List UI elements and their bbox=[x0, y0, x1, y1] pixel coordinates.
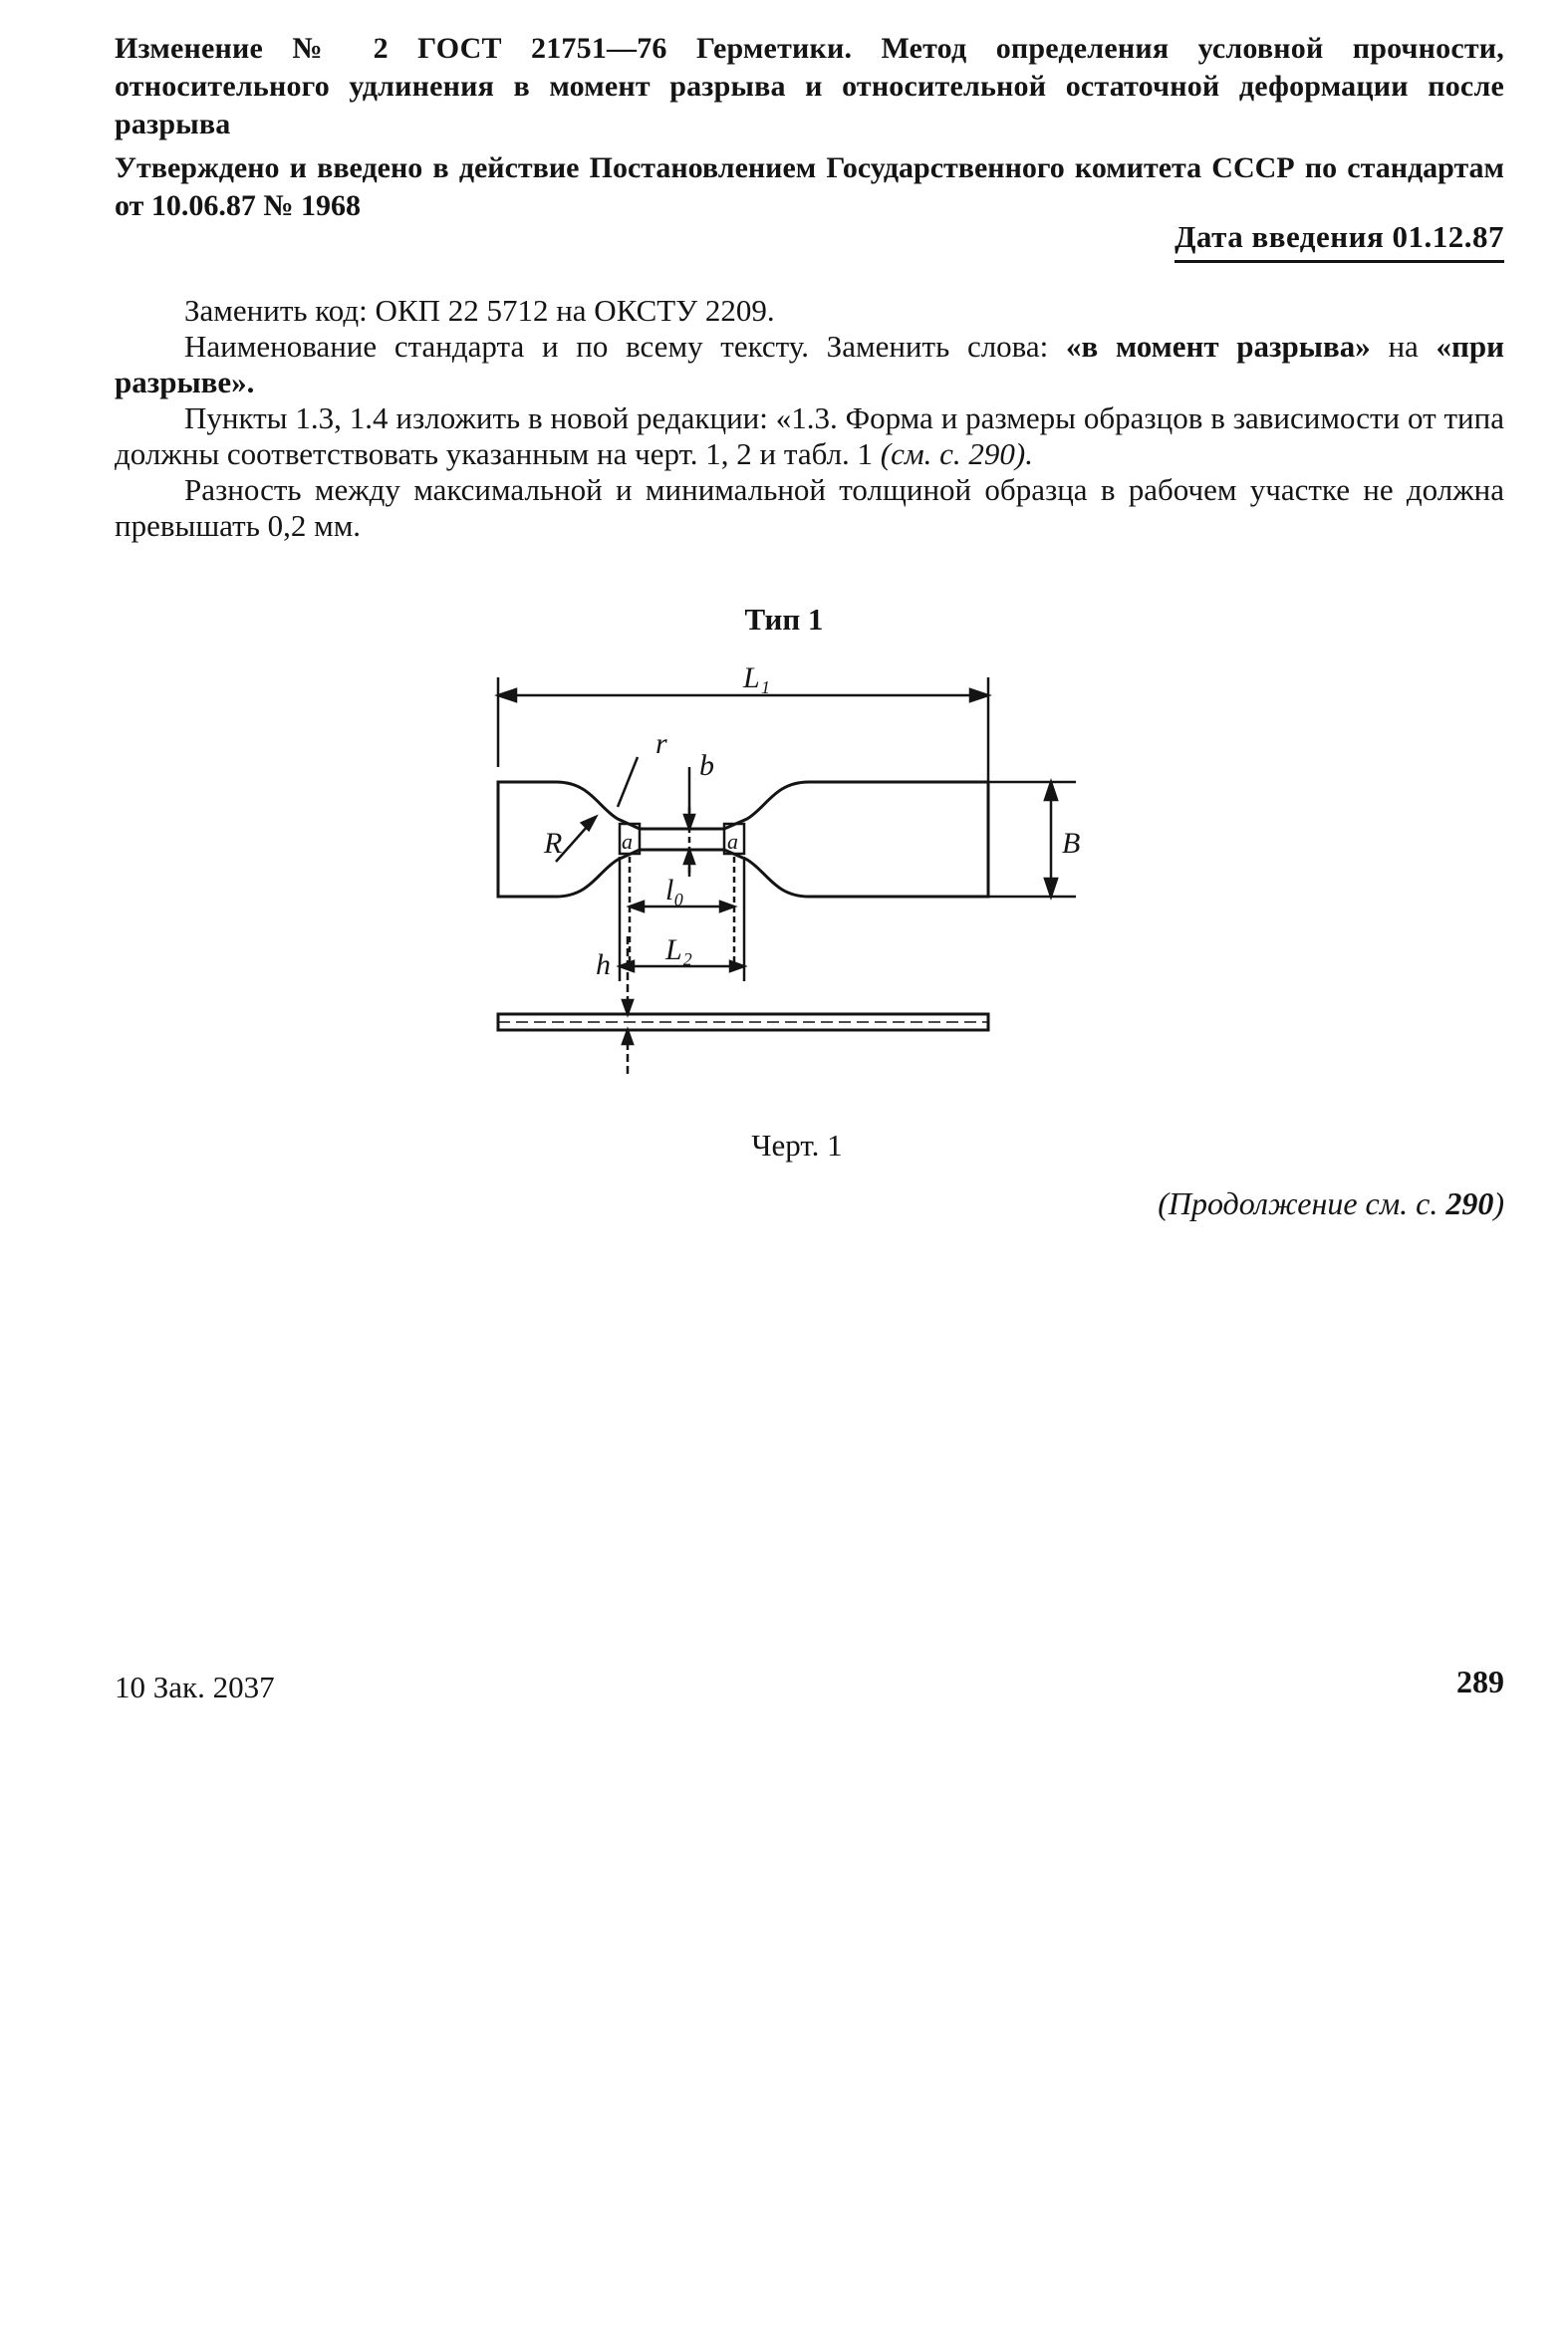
arrow-head bbox=[623, 1000, 633, 1014]
label-L1: L₁ bbox=[743, 661, 771, 694]
arrow-head bbox=[582, 817, 596, 830]
figure-caption: Черт. 1 bbox=[751, 1128, 843, 1163]
amendment-body bbox=[115, 293, 1504, 544]
label-B: B bbox=[1062, 827, 1081, 860]
label-h: h bbox=[596, 948, 611, 981]
arrow-head bbox=[720, 902, 734, 911]
label-l0: l₀ bbox=[665, 874, 684, 907]
arrow-head bbox=[1045, 782, 1057, 800]
arrow-head bbox=[730, 961, 744, 971]
arrow-head bbox=[684, 850, 694, 864]
arrow-head bbox=[498, 689, 516, 701]
introduction-date: Дата введения 01.12.87 bbox=[1175, 217, 1504, 263]
figure-type-label: Тип 1 bbox=[744, 602, 824, 637]
paragraph-thickness: Разность между максимальной и минимальной толщиной образца в рабочем участке не должна превышать 0,2 мм. bbox=[115, 472, 1504, 543]
continued-note: (Продолжение см. с. 290) bbox=[1158, 1185, 1504, 1221]
document-title: Изменение № 2 ГОСТ 21751—76 Герметики. Метод определения условной прочности, относительного удлинения в момент разрыва и относительной остаточной деформации после разрыва bbox=[115, 32, 1504, 140]
arrow-head bbox=[630, 902, 644, 911]
paragraph-name: Наименование стандарта и по всему тексту. Заменить слова: «в момент разрыва» на «при разрыве». bbox=[115, 329, 1504, 399]
label-L2: L₂ bbox=[665, 933, 693, 966]
arrow-head bbox=[623, 1030, 633, 1044]
label-r: r bbox=[655, 727, 667, 760]
label-a-left: a bbox=[622, 829, 633, 854]
leader-r bbox=[618, 757, 638, 807]
label-a-right: a bbox=[727, 829, 738, 854]
paragraph-items: Пункты 1.3, 1.4 изложить в новой редакции: «1.3. Форма и размеры образцов в зависимости от типа должны соответствовать указанным на черт. 1, 2 и табл. 1 (см. с. 290). bbox=[115, 400, 1504, 471]
order-number: 10 Зак. 2037 bbox=[115, 1670, 275, 1704]
page-number: 289 bbox=[1456, 1664, 1504, 1699]
arrow-head bbox=[970, 689, 988, 701]
approval-statement: Утверждено и введено в действие Постановлением Государственного комитета СССР по стандартам от 10.06.87 № 1968 bbox=[115, 151, 1504, 222]
specimen-drawing bbox=[478, 657, 1096, 1116]
arrow-head bbox=[1045, 879, 1057, 897]
label-b: b bbox=[699, 749, 714, 782]
arrow-head bbox=[684, 815, 694, 829]
paragraph-code: Заменить код: ОКП 22 5712 на ОКСТУ 2209. bbox=[184, 293, 775, 328]
label-R: R bbox=[544, 827, 563, 860]
